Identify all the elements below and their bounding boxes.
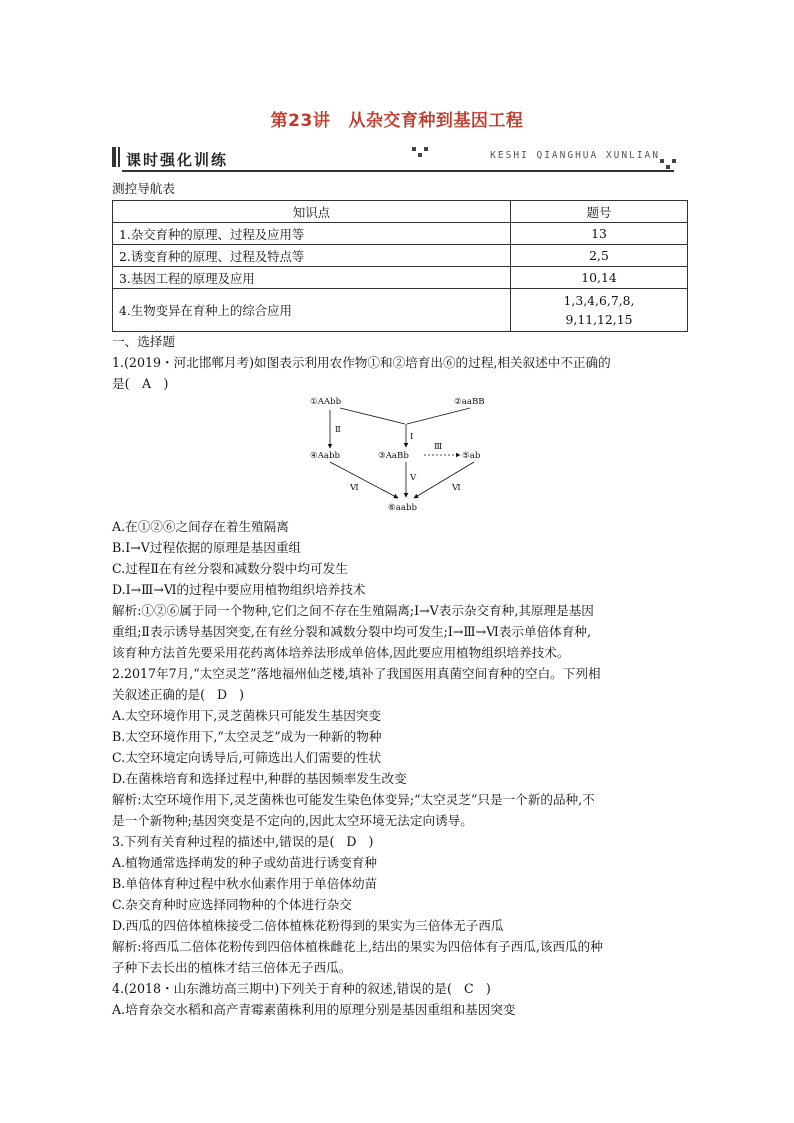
option: C.杂交育种时应选择同物种的个体进行杂交 [112,897,352,912]
option: B.Ⅰ→Ⅴ过程依据的原理是基因重组 [112,540,302,555]
navigation-table [112,200,688,332]
table-header-row [113,201,688,223]
lecture-number: 第23讲 [270,111,331,131]
option: A.培育杂交水稻和高产青霉素菌株利用的原理分别是基因重组和基因突变 [112,1002,516,1017]
table-row [113,245,688,267]
header-number: 题号 [511,201,688,223]
analysis-line: 是一个新物种;基因突变是不定向的,因此太空环境无法定向诱导。 [112,813,473,828]
question-stem: 2.2017年7月,“太空灵芝”落地福州仙芝楼,填补了我国医用真菌空间育种的空白。下列相 [112,666,601,681]
topic-cell: 3.基因工程的原理及应用 [113,267,511,289]
number-line: 9,11,12,15 [565,312,633,327]
question-1-body [112,516,692,1020]
number-cell: 2,5 [511,245,688,267]
label-I: Ⅰ [410,432,414,442]
question-stem [112,373,692,394]
analysis-line: 该育种方法首先要采用花药离体培养法形成单倍体,因此要应用植物组织培养技术。 [112,645,570,660]
banner-rule [122,170,674,172]
stem-text: ) [368,834,374,849]
analysis-line: 解析:将西瓜二倍体花粉传到四倍体植株雌花上,结出的果实为四倍体有子西瓜,该西瓜的种 [112,939,603,954]
node-4: ④Aabb [310,451,341,461]
topic-cell: 2.诱变育种的原理、过程及特点等 [113,245,511,267]
analysis-line: 解析:①②⑥属于同一个物种,它们之间不存在生殖隔离;Ⅰ→Ⅴ表示杂交育种,其原理是基因 [112,603,594,618]
stem-text: ) [485,981,491,996]
arrow-VI-right [414,462,474,498]
arrow-VI-left [330,462,398,498]
connector-line [407,408,470,424]
page-title [0,106,794,131]
option: C.过程Ⅱ在有丝分裂和减数分裂中均可发生 [112,561,348,576]
option: D.Ⅰ→Ⅲ→Ⅵ的过程中要应用植物组织培养技术 [112,582,366,597]
answer-letter: D [346,834,357,849]
label-II: Ⅱ [335,425,341,435]
option: B.太空环境作用下,“太空灵芝”成为一种新的物种 [112,729,382,744]
banner-title: 课时强化训练 [126,151,229,169]
banner-pinyin: KESHI QIANGHUA XUNLIAN [490,150,660,161]
section-banner [112,145,684,173]
analysis-line: 子种下去长出的植株才结三倍体无子西瓜。 [112,960,352,975]
option: A.在①②⑥之间存在着生殖隔离 [112,519,289,534]
option: A.植物通常选择萌发的种子或幼苗进行诱变育种 [112,855,377,870]
node-5: ⑤ab [462,451,481,461]
option: D.西瓜的四倍体植株接受二倍体植株花粉得到的果实为三倍体无子西瓜 [112,918,504,933]
answer-letter: A [141,376,152,391]
section-heading: 一、选择题 [112,334,175,349]
option: B.单倍体育种过程中秋水仙素作用于单倍体幼苗 [112,876,378,891]
lecture-title: 从杂交育种到基因工程 [348,111,524,131]
node-3: ③AaBb [378,451,409,461]
stem-text: 是( [112,376,130,391]
question-stem [112,831,692,852]
connector-line [340,408,405,424]
stem-text: 4.(2018・山东潍坊高三期中)下列关于育种的叙述,错误的是( [112,981,452,996]
breeding-diagram [306,392,496,516]
stem-text: ) [163,376,169,391]
topic-cell: 1.杂交育种的原理、过程及应用等 [113,223,511,245]
option: C.太空环境定向诱导后,可筛选出人们需要的性状 [112,750,382,765]
question-stem [112,684,692,705]
answer-letter: C [464,981,474,996]
stem-text: ) [239,687,244,702]
stem-text: 关叙述正确的是( [112,687,206,702]
question-1 [112,352,692,394]
answer-letter: D [217,687,228,702]
number-line: 1,3,4,6,7,8, [563,293,635,308]
question-stem: 1.(2019・河北邯郸月考)如图表示利用农作物①和②培育出⑥的过程,相关叙述中不正确的 [112,355,611,370]
label-VI-left: Ⅵ [350,483,359,493]
node-6: ⑥aabb [388,503,417,513]
table-row [113,267,688,289]
stem-text: 3.下列有关育种过程的描述中,错误的是( [112,834,335,849]
topic-cell: 4.生物变异在育种上的综合应用 [113,289,511,332]
label-III: Ⅲ [434,442,443,452]
table-row [113,289,688,332]
number-cell [511,289,688,332]
question-stem [112,978,692,999]
label-VI-right: Ⅵ [452,483,461,493]
table-row [113,223,688,245]
number-cell: 10,14 [511,267,688,289]
analysis-line: 解析:太空环境作用下,灵芝菌株也可能发生染色体变异;“太空灵芝”只是一个新的品种,不 [112,792,595,807]
label-V: Ⅴ [410,473,417,483]
analysis-line: 重组;Ⅱ表示诱导基因突变,在有丝分裂和减数分裂中均可发生;Ⅰ→Ⅲ→Ⅵ表示单倍体育种, [112,624,591,639]
number-cell: 13 [511,223,688,245]
node-2: ②aaBB [454,397,485,407]
header-topic: 知识点 [113,201,511,223]
option: D.在菌株培育和选择过程中,种群的基因频率发生改变 [112,771,407,786]
option: A.太空环境作用下,灵芝菌株只可能发生基因突变 [112,708,381,723]
table-caption: 测控导航表 [112,181,175,196]
node-1: ①AAbb [310,397,342,407]
